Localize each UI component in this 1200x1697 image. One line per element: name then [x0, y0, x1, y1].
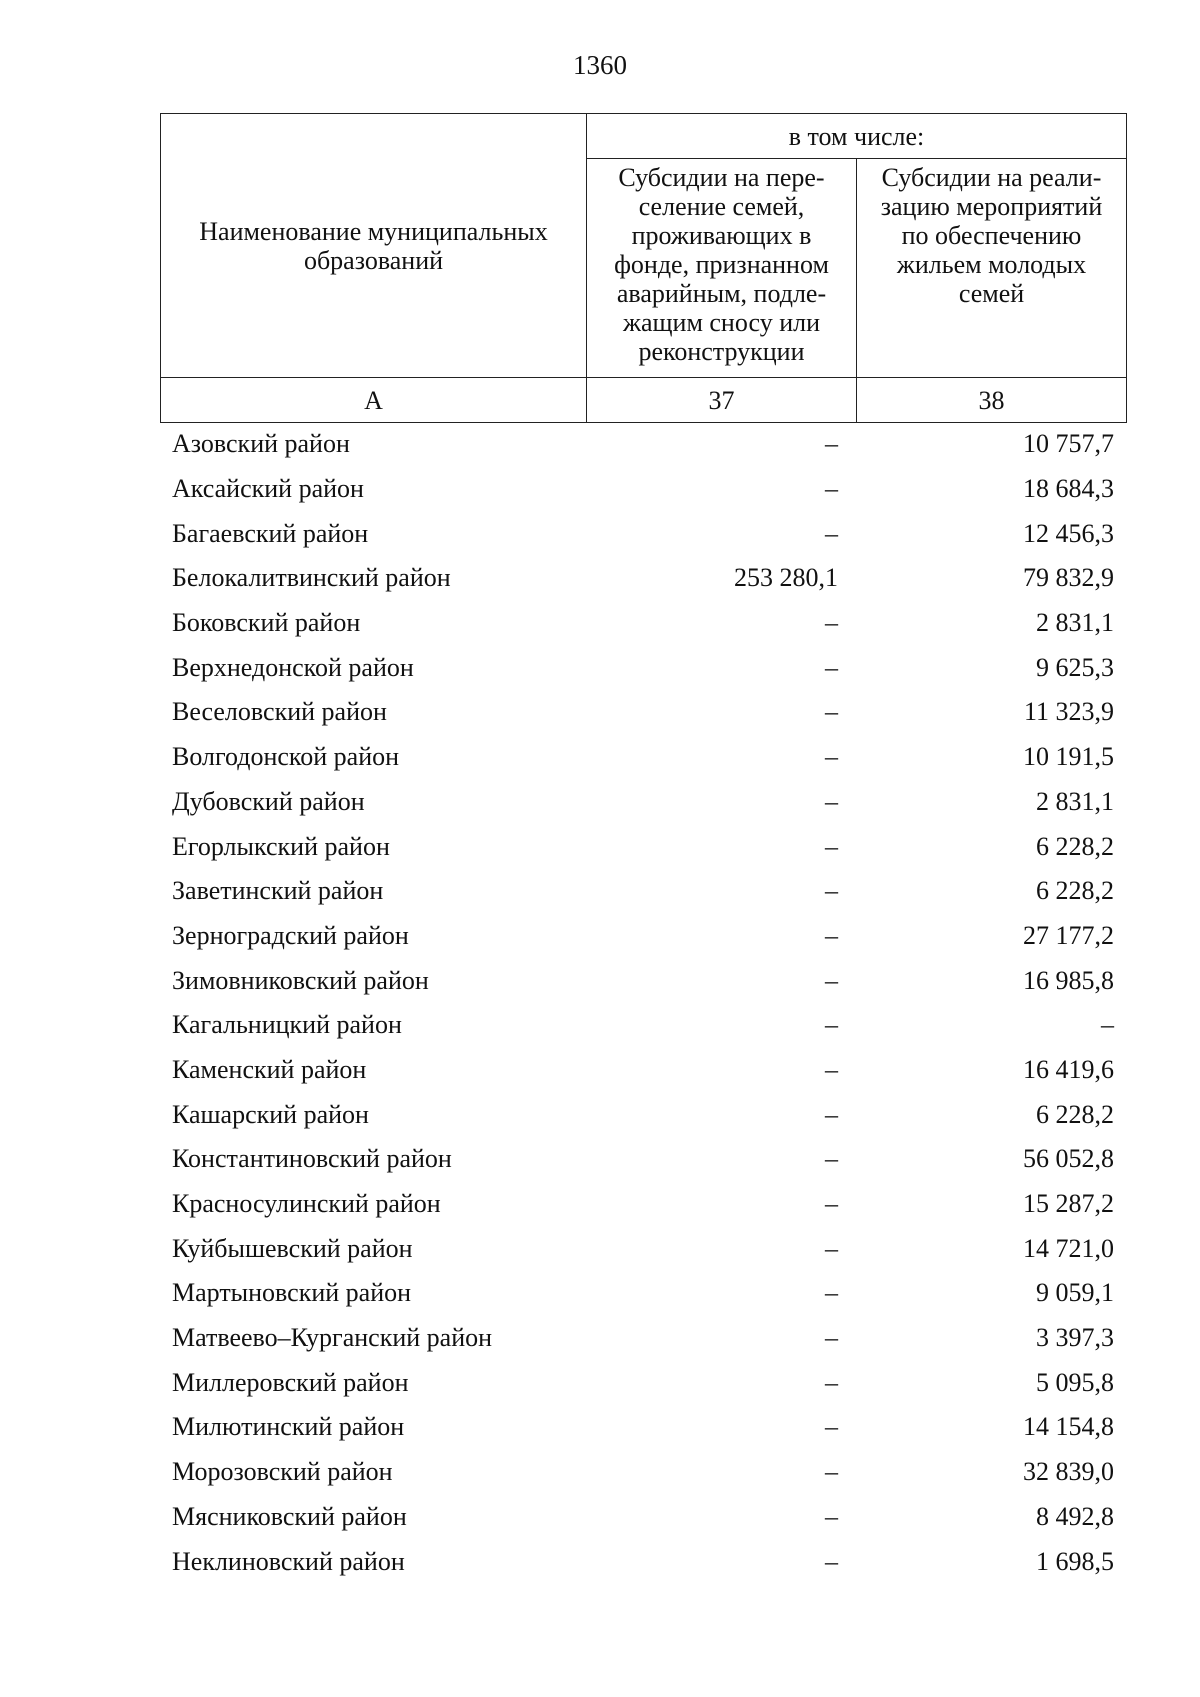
value-column-37: – — [825, 742, 838, 772]
value-column-38: 18 684,3 — [1023, 474, 1114, 504]
municipality-name: Веселовский район — [172, 697, 387, 727]
page-number: 1360 — [573, 50, 627, 80]
table-row — [160, 780, 1126, 825]
value-column-38: 1 698,5 — [1036, 1546, 1114, 1576]
table-row — [160, 1271, 1126, 1316]
value-column-37: – — [825, 786, 838, 816]
table-body — [160, 422, 1126, 1584]
table-row — [160, 422, 1126, 467]
value-column-37: – — [825, 1412, 838, 1442]
table-row — [160, 1048, 1126, 1093]
municipality-name: Красносулинский район — [172, 1189, 441, 1219]
municipality-name: Константиновский район — [172, 1144, 452, 1174]
value-column-38: 5 095,8 — [1036, 1367, 1114, 1397]
value-column-38: 2 831,1 — [1036, 608, 1114, 638]
value-column-37: – — [825, 608, 838, 638]
header-number-38: 38 — [857, 378, 1127, 423]
value-column-37: – — [825, 1278, 838, 1308]
table-row — [160, 1316, 1126, 1361]
value-column-38: 8 492,8 — [1036, 1501, 1114, 1531]
header-column-38: Субсидии на реали- зацию мероприятий по обеспечению жильем молодых семей — [857, 159, 1127, 378]
value-column-37: – — [825, 1233, 838, 1263]
value-column-37: – — [825, 697, 838, 727]
value-column-38: – — [1101, 1010, 1114, 1040]
value-column-37: – — [825, 474, 838, 504]
value-column-38: 14 721,0 — [1023, 1233, 1114, 1263]
value-column-37: – — [825, 1189, 838, 1219]
value-column-38: 56 052,8 — [1023, 1144, 1114, 1174]
municipality-name: Морозовский район — [172, 1457, 393, 1487]
value-column-37: – — [825, 652, 838, 682]
table-row — [160, 1182, 1126, 1227]
value-column-37: – — [825, 1099, 838, 1129]
header-group-label: в том числе: — [587, 114, 1127, 159]
table-row — [160, 869, 1126, 914]
municipality-name: Боковский район — [172, 608, 361, 638]
table-row — [160, 645, 1126, 690]
header-name-column: Наименование муниципальных образований — [161, 114, 587, 378]
value-column-38: 6 228,2 — [1036, 1099, 1114, 1129]
value-column-37: – — [825, 1457, 838, 1487]
value-column-38: 16 985,8 — [1023, 965, 1114, 995]
header-number-a: А — [161, 378, 587, 423]
value-column-37: – — [825, 876, 838, 906]
value-column-38: 10 757,7 — [1023, 429, 1114, 459]
value-column-37: – — [825, 920, 838, 950]
value-column-37: – — [825, 518, 838, 548]
table-row — [160, 1405, 1126, 1450]
header-number-37: 37 — [587, 378, 857, 423]
municipality-name: Мясниковский район — [172, 1501, 407, 1531]
value-column-38: 9 059,1 — [1036, 1278, 1114, 1308]
table-row — [160, 1092, 1126, 1137]
table-row — [160, 958, 1126, 1003]
municipality-name: Зимовниковский район — [172, 965, 429, 995]
municipality-name: Мартыновский район — [172, 1278, 412, 1308]
municipality-name: Азовский район — [172, 429, 350, 459]
value-column-37: – — [825, 965, 838, 995]
table-row — [160, 1539, 1126, 1584]
table-row — [160, 690, 1126, 735]
value-column-38: 2 831,1 — [1036, 786, 1114, 816]
municipality-name: Миллеровский район — [172, 1367, 409, 1397]
value-column-38: 6 228,2 — [1036, 876, 1114, 906]
table-row — [160, 824, 1126, 869]
table-row — [160, 1495, 1126, 1540]
table-row — [160, 1226, 1126, 1271]
municipality-name: Аксайский район — [172, 474, 364, 504]
table-row — [160, 467, 1126, 512]
value-column-38: 3 397,3 — [1036, 1323, 1114, 1353]
municipality-name: Волгодонской район — [172, 742, 400, 772]
table-row — [160, 1450, 1126, 1495]
value-column-38: 14 154,8 — [1023, 1412, 1114, 1442]
value-column-38: 10 191,5 — [1023, 742, 1114, 772]
table-row — [160, 1360, 1126, 1405]
value-column-37: – — [825, 1144, 838, 1174]
municipality-name: Егорлыкский район — [172, 831, 390, 861]
value-column-38: 11 323,9 — [1023, 697, 1114, 727]
municipality-name: Багаевский район — [172, 518, 369, 548]
municipality-name: Милютинский район — [172, 1412, 405, 1442]
table-row — [160, 601, 1126, 646]
value-column-38: 32 839,0 — [1023, 1457, 1114, 1487]
value-column-37: – — [825, 1323, 838, 1353]
value-column-38: 12 456,3 — [1023, 518, 1114, 548]
municipality-name: Кашарский район — [172, 1099, 369, 1129]
value-column-37: 253 280,1 — [734, 563, 838, 593]
table-row — [160, 1003, 1126, 1048]
municipality-name: Кагальницкий район — [172, 1010, 402, 1040]
municipality-name: Матвеево–Курганский район — [172, 1323, 493, 1353]
value-column-38: 79 832,9 — [1023, 563, 1114, 593]
value-column-37: – — [825, 1546, 838, 1576]
table-row — [160, 1137, 1126, 1182]
municipality-name: Куйбышевский район — [172, 1233, 413, 1263]
value-column-38: 15 287,2 — [1023, 1189, 1114, 1219]
municipality-name: Верхнедонской район — [172, 652, 414, 682]
value-column-38: 6 228,2 — [1036, 831, 1114, 861]
municipality-name: Дубовский район — [172, 786, 365, 816]
municipality-name: Неклиновский район — [172, 1546, 405, 1576]
municipality-name: Каменский район — [172, 1054, 367, 1084]
municipality-name: Белокалитвинский район — [172, 563, 451, 593]
value-column-37: – — [825, 1054, 838, 1084]
value-column-38: 16 419,6 — [1023, 1054, 1114, 1084]
value-column-37: – — [825, 831, 838, 861]
table-row — [160, 735, 1126, 780]
value-column-37: – — [825, 1367, 838, 1397]
value-column-37: – — [825, 1501, 838, 1531]
municipality-name: Зерноградский район — [172, 920, 409, 950]
header-column-37: Субсидии на пере- селение семей, проживающих в фонде, признанном аварийным, подле- жащим сносу или реконструкции — [587, 159, 857, 378]
value-column-37: – — [825, 429, 838, 459]
value-column-37: – — [825, 1010, 838, 1040]
table-row — [160, 556, 1126, 601]
table-row — [160, 914, 1126, 959]
value-column-38: 27 177,2 — [1023, 920, 1114, 950]
table-header — [160, 113, 1127, 423]
municipality-name: Заветинский район — [172, 876, 384, 906]
value-column-38: 9 625,3 — [1036, 652, 1114, 682]
table-row — [160, 511, 1126, 556]
